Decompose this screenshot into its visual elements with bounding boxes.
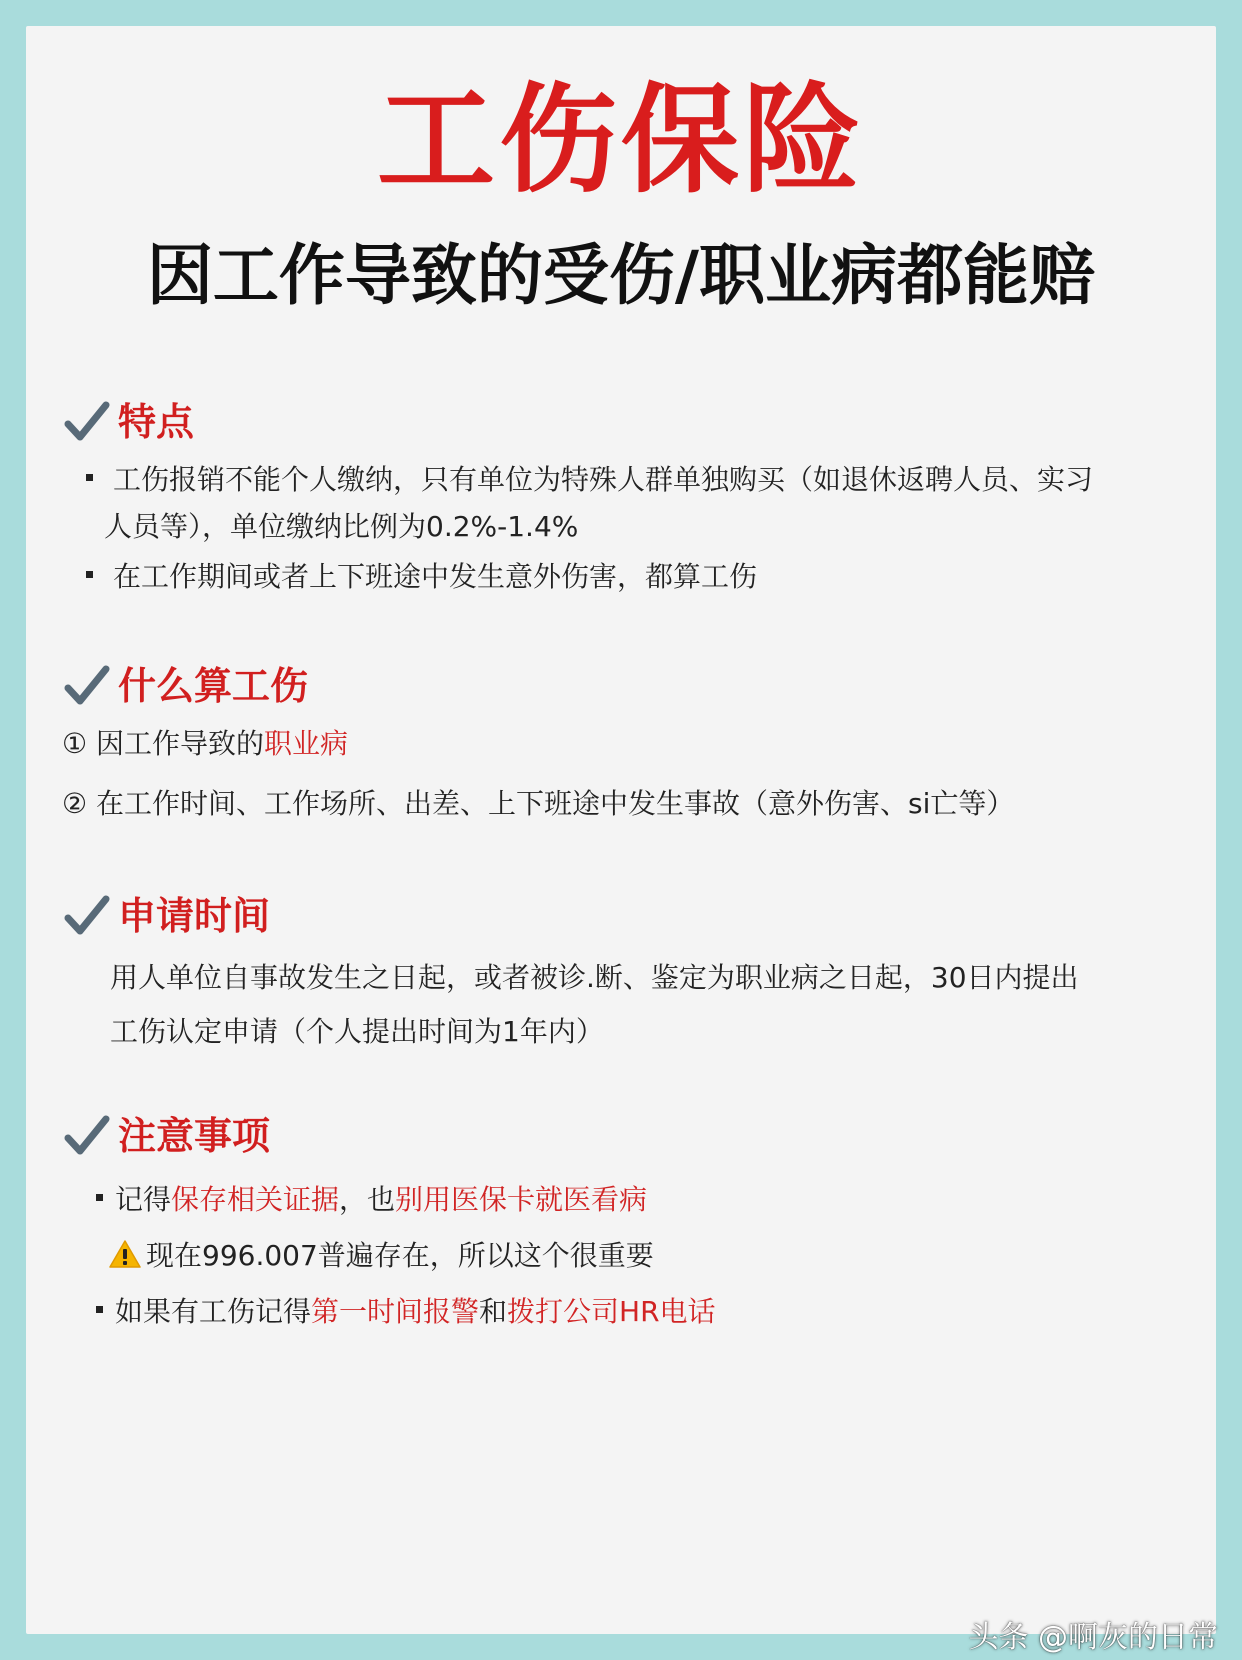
feature-item-1	[86, 460, 1093, 500]
what-counts-item-1	[62, 724, 348, 764]
note-item-1-highlight-2: 别用医保卡就医看病	[395, 1183, 648, 1216]
application-text-line-2: 工伤认定申请（个人提出时间为1年内）	[110, 1015, 604, 1048]
feature-item-2	[86, 557, 757, 597]
check-mark-icon	[64, 663, 110, 709]
note-item-1-prefix: 记得	[115, 1183, 172, 1216]
page-title: 工伤保险	[376, 71, 865, 209]
what-counts-item-1-text: ① 因工作导致的	[62, 727, 265, 760]
section-features-heading	[64, 392, 194, 452]
application-text-line-1: 用人单位自事故发生之日起，或者被诊.断、鉴定为职业病之日起，30日内提出	[110, 961, 1079, 994]
note-item-2-middle: 和	[479, 1295, 508, 1328]
section-what-counts-title: 什么算工伤	[118, 664, 309, 708]
section-notes-title: 注意事项	[118, 1114, 271, 1158]
bullet-icon	[96, 1194, 103, 1201]
what-counts-item-1-highlight: 职业病	[264, 727, 349, 760]
note-item-1	[96, 1180, 647, 1220]
warning-icon	[108, 1239, 142, 1269]
section-what-counts-heading	[64, 656, 308, 716]
feature-item-1-continued: 人员等），单位缴纳比例为0.2%-1.4%	[104, 510, 579, 543]
bullet-icon	[86, 571, 93, 578]
note-item-2-highlight-1: 第一时间报警	[311, 1295, 480, 1328]
check-mark-icon	[64, 893, 110, 939]
section-application-heading	[64, 886, 270, 946]
note-item-1-highlight-1: 保存相关证据	[171, 1183, 340, 1216]
bullet-icon	[96, 1306, 103, 1313]
what-counts-item-2: ② 在工作时间、工作场所、出差、上下班途中发生事故（意外伤害、si亡等）	[62, 787, 1015, 820]
note-item-1-middle: ，也	[339, 1183, 396, 1216]
section-application-title: 申请时间	[118, 894, 271, 938]
warning-line	[108, 1236, 654, 1276]
section-notes-heading	[64, 1106, 270, 1166]
watermark: 头条 @啊灰的日常	[968, 1620, 1218, 1655]
feature-item-2-text: 在工作期间或者上下班途中发生意外伤害，都算工伤	[113, 560, 758, 593]
feature-item-1-text: 工伤报销不能个人缴纳，只有单位为特殊人群单独购买（如退休返聘人员、实习	[113, 463, 1094, 496]
bullet-icon	[86, 474, 93, 481]
check-mark-icon	[64, 1113, 110, 1159]
warning-text: 现在996.007普遍存在，所以这个很重要	[146, 1239, 654, 1272]
page-subtitle: 因工作导致的受伤/职业病都能赔	[146, 237, 1096, 314]
note-item-2-prefix: 如果有工伤记得	[115, 1295, 312, 1328]
note-item-2	[96, 1292, 716, 1332]
note-item-2-highlight-2: 拨打公司HR电话	[507, 1295, 716, 1328]
check-mark-icon	[64, 399, 110, 445]
section-features-title: 特点	[118, 400, 195, 444]
